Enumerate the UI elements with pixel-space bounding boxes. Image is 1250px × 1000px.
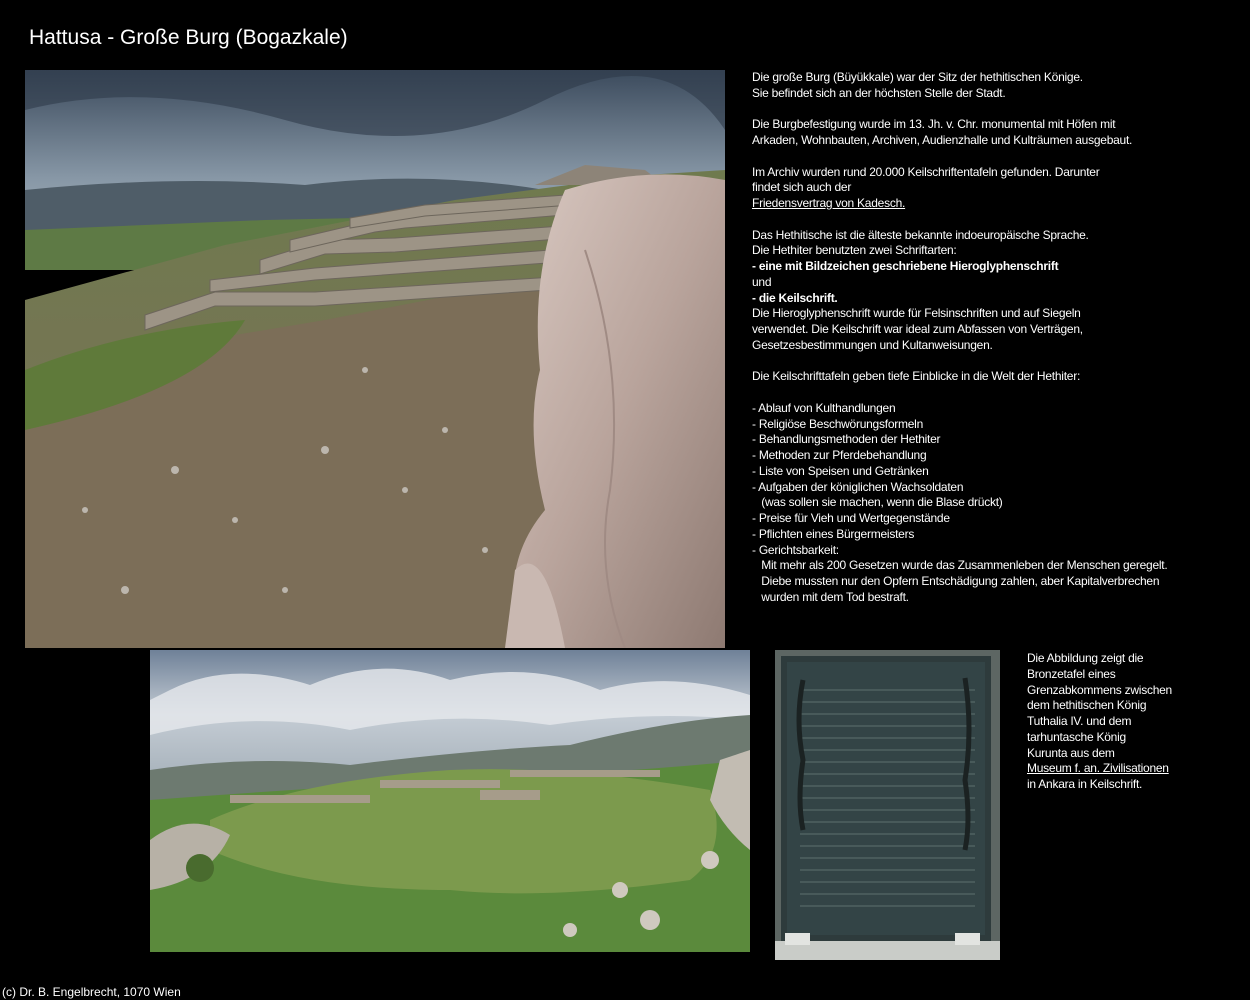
- kadesch-treaty-link[interactable]: Friedensvertrag von Kadesch.: [752, 196, 906, 210]
- bold-text-line: - die Keilschrift.: [752, 290, 838, 305]
- list-item: - Pflichten eines Bürgermeisters: [752, 526, 915, 541]
- list-item: Diebe mussten nur den Opfern Entschädigung zahlen, aber Kapitalverbrechen: [752, 574, 1160, 588]
- list-item: - Preise für Vieh und Wertgegenstände: [752, 511, 950, 525]
- text-line: Kurunta aus dem: [1027, 745, 1115, 760]
- list-item: wurden mit dem Tod bestraft.: [752, 589, 909, 604]
- list-item: - Aufgaben der königlichen Wachsoldaten: [752, 479, 964, 494]
- text-line: Grenzabkommens zwischen: [1027, 682, 1172, 697]
- text-line: Die Keilschrifttafeln geben tiefe Einblicke in die Welt der Hethiter:: [752, 369, 1081, 384]
- description-text: [752, 70, 1167, 606]
- text-line: Die Abbildung zeigt die: [1027, 651, 1144, 665]
- text-line: und: [752, 274, 772, 289]
- text-line: findet sich auch der: [752, 180, 852, 195]
- list-item: - Methoden zur Pferdebehandlung: [752, 448, 927, 462]
- tablet-contents-list: [752, 401, 1167, 606]
- bold-text-line: - eine mit Bildzeichen geschriebene Hieroglyphenschrift: [752, 259, 1059, 273]
- page-title: Hattusa - Große Burg (Bogazkale): [29, 26, 348, 49]
- museum-link[interactable]: Museum f. an. Zivilisationen: [1027, 761, 1169, 776]
- text-line: Die große Burg (Büyükkale) war der Sitz der hethitischen Könige.: [752, 70, 1083, 84]
- list-item: - Liste von Speisen und Getränken: [752, 463, 929, 478]
- list-item: - Behandlungsmethoden der Hethiter: [752, 432, 941, 447]
- text-line: Die Hethiter benutzten zwei Schriftarten:: [752, 243, 957, 258]
- text-line: Die Hieroglyphenschrift wurde für Felsinschriften und auf Siegeln: [752, 306, 1081, 321]
- tablet-caption: [1027, 651, 1172, 793]
- text-line: Im Archiv wurden rund 20.000 Keilschriftentafeln gefunden. Darunter: [752, 164, 1100, 179]
- list-item: Mit mehr als 200 Gesetzen wurde das Zusammenleben der Menschen geregelt.: [752, 558, 1168, 573]
- list-item: - Gerichtsbarkeit:: [752, 542, 839, 557]
- list-item: - Ablauf von Kulthandlungen: [752, 400, 896, 415]
- photo-bronze-tablet: [775, 650, 1000, 960]
- photo-castle-panorama: [150, 650, 750, 952]
- text-line: Sie befindet sich an der höchsten Stelle der Stadt.: [752, 85, 1006, 100]
- text-line: Arkaden, Wohnbauten, Archiven, Audienzhalle und Kulträumen ausgebaut.: [752, 133, 1133, 147]
- list-item: (was sollen sie machen, wenn die Blase drückt): [752, 495, 1003, 510]
- text-line: verwendet. Die Keilschrift war ideal zum Abfassen von Verträgen,: [752, 322, 1083, 336]
- text-line: dem hethitischen König: [1027, 698, 1147, 713]
- text-line: Gesetzesbestimmungen und Kultanweisungen.: [752, 337, 993, 352]
- text-line: Bronzetafel eines: [1027, 666, 1116, 681]
- list-item: - Religiöse Beschwörungsformeln: [752, 416, 923, 431]
- text-line: in Ankara in Keilschrift.: [1027, 777, 1143, 791]
- text-line: Die Burgbefestigung wurde im 13. Jh. v. Chr. monumental mit Höfen mit: [752, 117, 1116, 132]
- text-line: tarhuntasche König: [1027, 729, 1126, 744]
- copyright-footer: (c) Dr. B. Engelbrecht, 1070 Wien: [2, 985, 181, 999]
- text-line: Tuthalia IV. und dem: [1027, 714, 1132, 728]
- photo-castle-walls: [25, 70, 725, 648]
- text-line: Das Hethitische ist die älteste bekannte indoeuropäische Sprache.: [752, 227, 1089, 242]
